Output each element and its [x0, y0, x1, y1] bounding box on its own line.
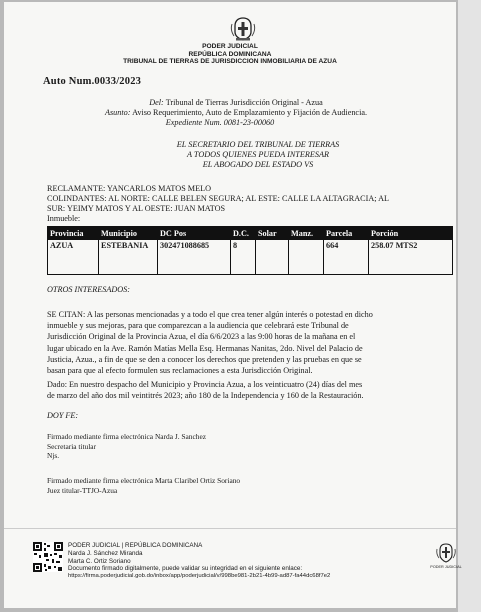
citation-line: inmueble y sus mejoras, para que comparezcan a la audiencia que celebrará este Tribunal de [47, 321, 349, 331]
cell-porcion: 258.07 MTS2 [369, 240, 453, 275]
judicial-seal-icon [435, 542, 457, 564]
asunto-value: Aviso Requerimiento, Auto de Emplazamiento y Fijación de Audiencia. [132, 108, 368, 117]
col-porcion: Porción [369, 227, 453, 240]
citation-line: basan para que al efecto formulen sus reclamaciones a esta Jurisdicción Original. [47, 366, 313, 376]
col-municipio: Municipio [99, 227, 158, 240]
signature-judge-line-2: Juez titular-TTJO-Azua [47, 485, 118, 495]
footer-line-1: PODER JUDICIAL | REPÚBLICA DOMINICANA [68, 542, 203, 549]
col-parcela: Parcela [324, 227, 369, 240]
doy-fe: DOY FE: [47, 411, 79, 420]
signature-judge [47, 476, 240, 495]
footer-line-4: Documento firmado digitalmente, puede validar su integridad en el siguiente enlace: [68, 565, 303, 572]
colindantes-line-1: COLINDANTES: AL NORTE: CALLE BELEN SEGURA; AL ESTE: CALLE LA ALTAGRACIA; AL [47, 194, 390, 203]
footer-line-2: Narda J. Sánchez Miranda [68, 550, 143, 557]
col-provincia: Provincia [48, 227, 99, 240]
del-line [16, 98, 456, 107]
signature-secretary-line-2: Secretaria titular [47, 441, 97, 451]
expediente: Expediente Num. 0081-23-00060 [165, 118, 275, 127]
table-row [48, 240, 453, 275]
dado-line-1: Dado: En nuestro despacho del Municipio y Provincia Azua, a los veinticuatro (24) días del mes [47, 380, 363, 389]
document-page [4, 2, 462, 608]
citation-line: Jurisdicción Original de la Provincia Azua, el día 6/6/2023 a las 9:00 horas de la mañana en el [47, 332, 356, 342]
cell-provincia: AZUA [48, 240, 99, 275]
salutation-line-1: EL SECRETARIO DEL TRIBUNAL DE TIERRAS [176, 140, 340, 149]
col-dc: D.C. [231, 227, 256, 240]
table-header-row [48, 227, 453, 240]
property-table [47, 226, 453, 275]
signature-judge-line-1: Firmado mediante firma electrónica Marta Claribel Ortiz Soriano [47, 476, 241, 485]
col-manzana: Manz. [289, 227, 324, 240]
salutation-line-2: A TODOS QUIENES PUEDA INTERESAR [187, 150, 329, 159]
cell-dc-pos: 302471088685 [158, 240, 231, 275]
cell-dc: 8 [231, 240, 256, 275]
dado-paragraph [47, 379, 453, 401]
cell-parcela: 664 [324, 240, 369, 275]
seal-caption: PODER JUDICIAL [430, 565, 462, 569]
auto-number: Auto Num.0033/2023 [43, 76, 142, 87]
qr-code-icon [33, 542, 63, 572]
coat-of-arms-icon [229, 16, 257, 42]
footer-line-3: Marta C. Ortiz Soriano [68, 557, 131, 565]
signature-secretary-line-3: Njs. [47, 451, 60, 460]
viewer-margin [458, 0, 481, 612]
citation-line: SE CITAN: A las personas mencionadas y a todo el que crea tener algún interés o potestad en dicho [47, 310, 373, 319]
dado-line-2: de marzo del año dos mil veintitrés 2023; año 180 de la Independencia y 160 de la Restauración. [47, 391, 364, 401]
cell-municipio: ESTEBANIA [99, 240, 158, 275]
header-line-3: TRIBUNAL DE TIERRAS DE JURISDICCION INMOBILIARIA DE AZUA [123, 58, 337, 65]
del-value: Tribunal de Tierras Jurisdicción Original - Azua [165, 98, 323, 107]
asunto-label: Asunto: [104, 108, 131, 117]
citation-paragraph [47, 309, 453, 376]
colindantes-line-2: SUR: YEIMY MATOS Y AL OESTE: JUAN MATOS [47, 204, 226, 213]
cell-solar [256, 240, 289, 275]
asunto-line [16, 108, 456, 117]
footer-divider [4, 528, 456, 529]
header-line-2: REPÚBLICA DOMINICANA [188, 50, 272, 58]
citation-line: Justicia, Azua., a fin de que se den a conocer los derechos que pretenden y las pruebas en que se [47, 354, 362, 364]
col-dc-pos: DC Pos [158, 227, 231, 240]
col-solar: Solar [256, 227, 289, 240]
signature-secretary-line-1: Firmado mediante firma electrónica Narda J. Sanchez [47, 432, 207, 441]
salutation-line-3: EL ABOGADO DEL ESTADO VS [202, 160, 314, 169]
inmueble-label: Inmueble: [47, 214, 81, 223]
del-label: Del: [149, 98, 164, 107]
reclamante: RECLAMANTE: YANCARLOS MATOS MELO [47, 184, 211, 193]
header-line-1: PODER JUDICIAL [202, 43, 258, 50]
cell-manzana [289, 240, 324, 275]
validation-link[interactable]: https://firma.poderjudicial.gob.do/inbox/app/poderjudicial/v/998be981-2b21-4b99-ad87-fa44dc68f7e2 [68, 572, 331, 579]
signature-secretary [47, 432, 206, 461]
otros-interesados: OTROS INTERESADOS: [47, 285, 131, 294]
citation-line: lugar ubicado en la Ave. Ramón Matías Mella Esq. Hermanas Nanitas, 2do. Nivel del Palacio de [47, 343, 363, 353]
